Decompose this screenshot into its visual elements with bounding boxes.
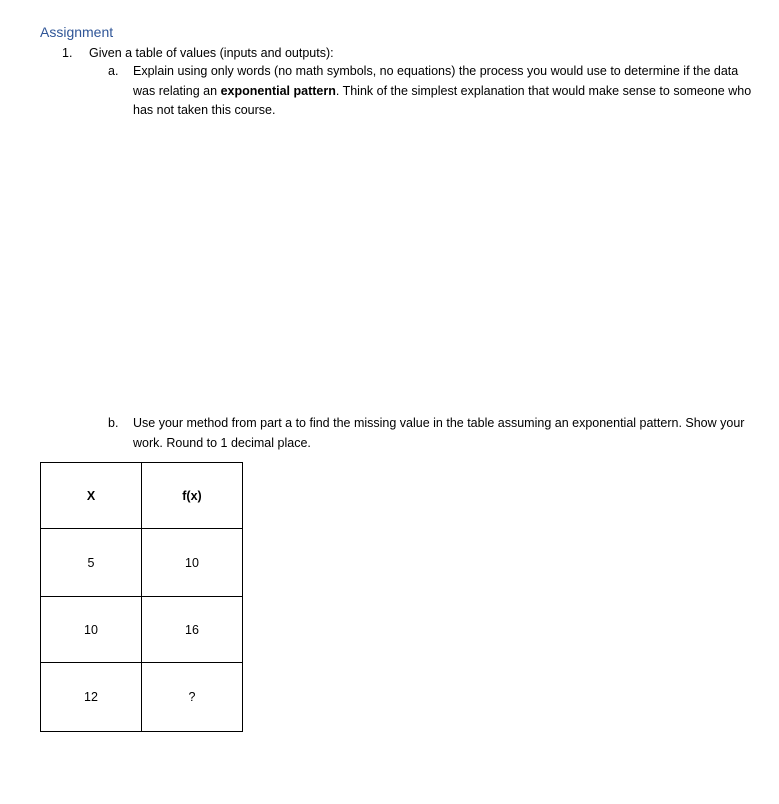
assignment-heading: Assignment <box>40 24 114 40</box>
part-a-emphasis: exponential pattern <box>220 83 336 98</box>
cell-x: 5 <box>41 529 142 597</box>
cell-x: 10 <box>41 597 142 663</box>
part-b-letter: b. <box>108 416 119 430</box>
values-table <box>40 462 243 732</box>
question-text: Given a table of values (inputs and outputs): <box>89 46 334 60</box>
question-number: 1. <box>62 46 73 60</box>
question-1 <box>62 44 334 62</box>
cell-fx-missing: ? <box>142 663 243 732</box>
table-header-row <box>41 463 243 529</box>
part-a-letter: a. <box>108 64 119 78</box>
part-a-text <box>133 62 753 121</box>
table-row <box>41 597 243 663</box>
part-a-text-start: Explain using only words (no math symbols, no equations) the process you would use to determine if the data was relating an <box>133 64 739 98</box>
header-x: X <box>41 463 142 529</box>
cell-fx: 10 <box>142 529 243 597</box>
cell-fx: 16 <box>142 597 243 663</box>
part-a-text-end: . Think of the simplest explanation that would make sense to someone who has not taken this course. <box>133 83 752 117</box>
part-b-text: Use your method from part a to find the missing value in the table assuming an exponential pattern. Show your work. Round to 1 decimal place. <box>133 416 745 450</box>
table-row <box>41 663 243 732</box>
table-row <box>41 529 243 597</box>
cell-x: 12 <box>41 663 142 732</box>
header-fx: f(x) <box>142 463 243 529</box>
